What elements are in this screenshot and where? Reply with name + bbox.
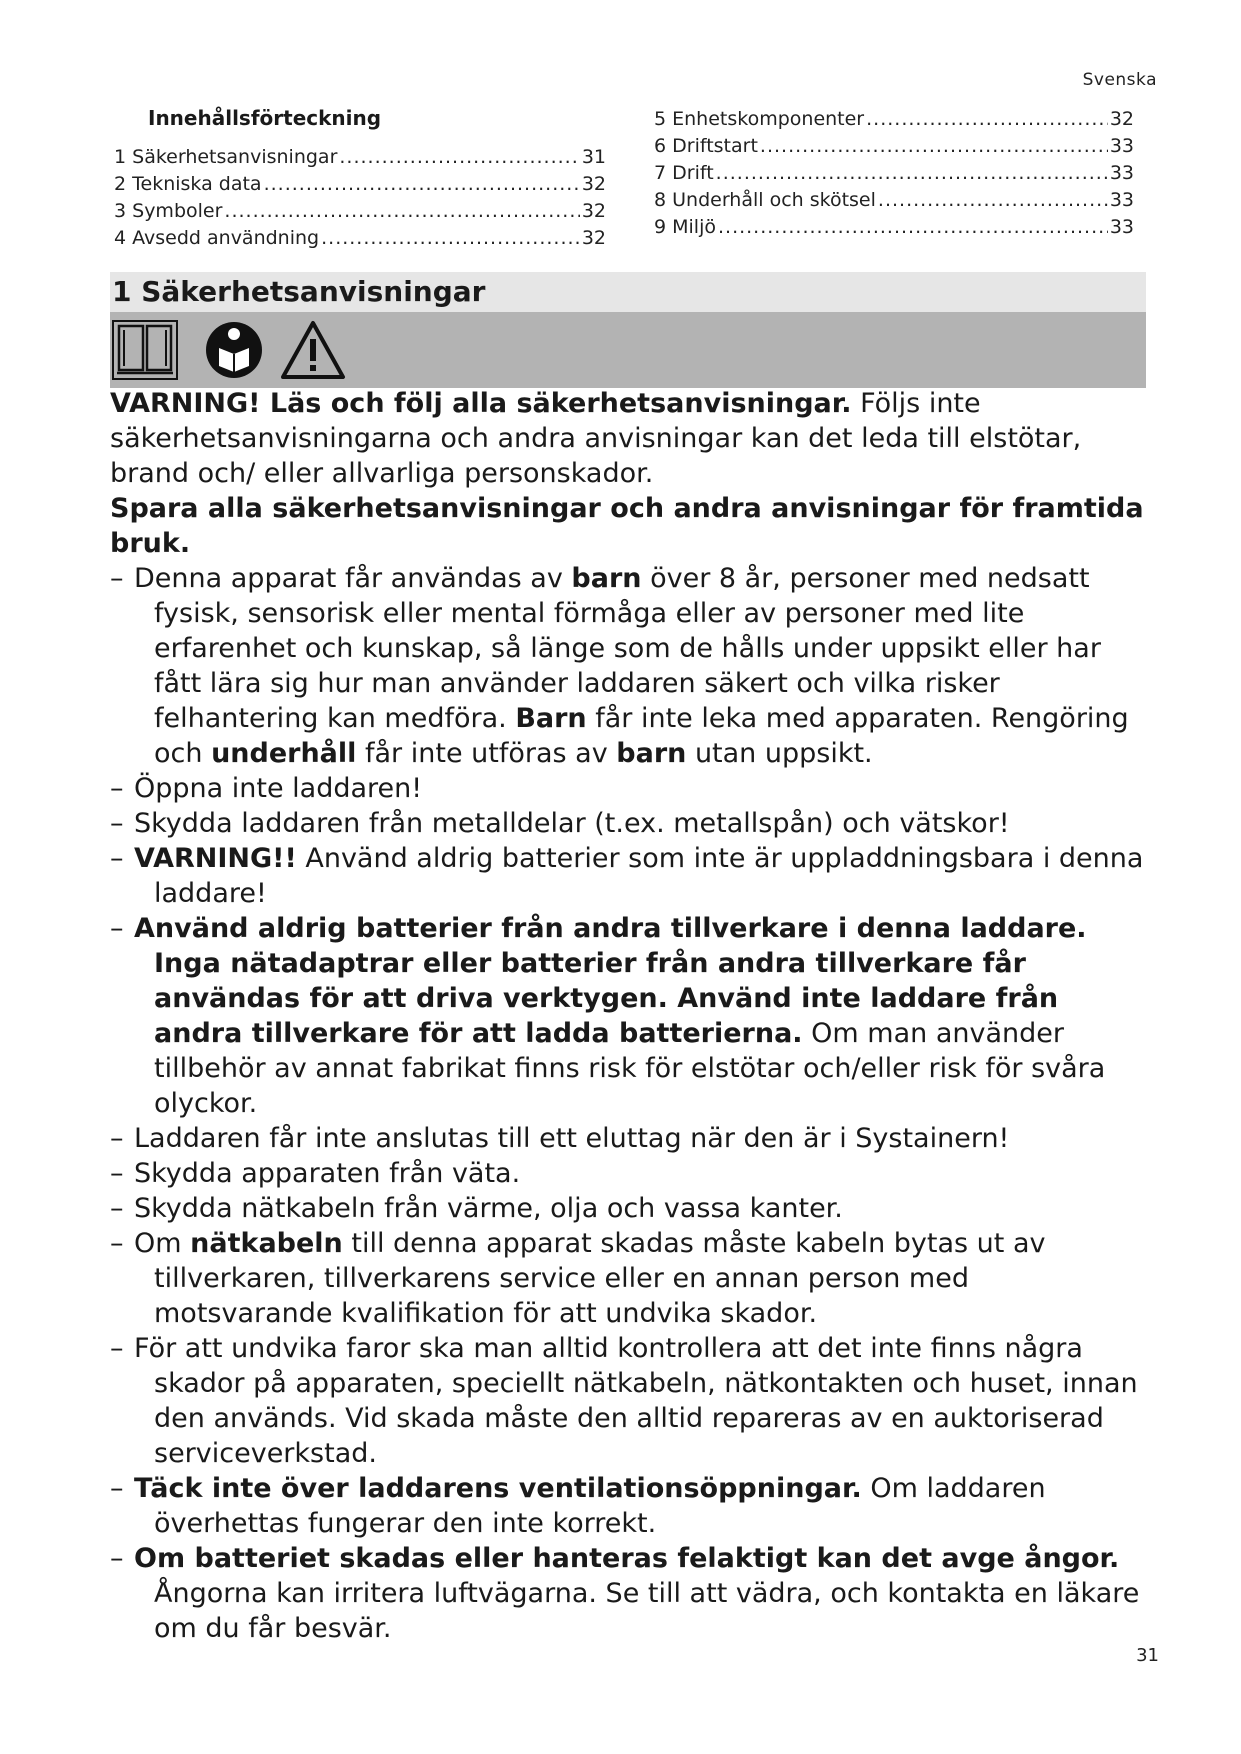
warning-triangle-icon	[280, 320, 346, 380]
warning-paragraph: VARNING! Läs och följ alla säkerhetsanvisningar. Följs inte säkerhetsanvisningarna och andra anvisningar kan det leda till elstötar, brand och/ eller allvarliga personskador.	[110, 388, 1082, 489]
list-item: – För att undvika faror ska man alltid kontrollera att det inte finns några skador på apparaten, speciellt nätkabeln, nätkontakten och huset, innan den används. Vid skada måste den alltid repareras av en auktoriserad serviceverkstad.	[110, 1333, 1138, 1469]
list-item: – Denna apparat får användas av barn över 8 år, personer med nedsatt fysisk, sensorisk eller mental förmåga eller av personer med lite erfarenhet och kunskap, så länge som de hålls under uppsikt eller har fått lära sig hur man använder laddaren säkert och vilka risker felhantering kan medföra. Barn får inte leka med apparaten. Rengöring och underhåll får inte utföras av barn utan uppsikt.	[110, 563, 1129, 769]
list-item: – VARNING!! Använd aldrig batterier som inte är uppladdningsbara i denna laddare!	[110, 843, 1144, 909]
toc-entry[interactable]: 8 Underhåll och skötsel ..... 33	[654, 187, 1134, 214]
save-note: Spara alla säkerhetsanvisningar och andra anvisningar för framtida bruk.	[110, 493, 1144, 559]
list-item: – Laddaren får inte anslutas till ett eluttag när den är i Systainern!	[110, 1123, 1010, 1154]
section-title: 1 Säkerhetsanvisningar	[110, 272, 1146, 312]
list-item: – Täck inte över laddarens ventilationsöppningar. Om laddaren överhettas fungerar den inte korrekt.	[110, 1473, 1046, 1539]
manual-book-icon	[112, 320, 178, 380]
toc-entry[interactable]: 2 Tekniska data ..... 32	[114, 171, 606, 198]
list-item: – Använd aldrig batterier från andra tillverkare i denna laddare. Inga nätadaptrar eller batterier från andra tillverkare får användas för att driva verktygen. Använd inte laddare från andra tillverkare för att ladda batterierna. Om man använder tillbehör av annat fabrikat finns risk för elstötar och/eller risk för svåra olyckor.	[110, 913, 1106, 1119]
language-label: Svenska	[1082, 70, 1157, 90]
toc-entry[interactable]: 4 Avsedd användning ..... 32	[114, 225, 606, 252]
read-instructions-icon	[204, 320, 264, 380]
list-item: – Skydda nätkabeln från värme, olja och vassa kanter.	[110, 1193, 843, 1224]
list-item: – Om batteriet skadas eller hanteras felaktigt kan det avge ångor. Ångorna kan irritera luftvägarna. Se till att vädra, och kontakta en läkare om du får besvär.	[110, 1543, 1140, 1644]
toc-entry[interactable]: 7 Drift ..... 33	[654, 160, 1134, 187]
toc-title: Innehållsförteckning	[148, 106, 382, 130]
toc-left-column	[114, 144, 606, 252]
toc-entry[interactable]: 1 Säkerhetsanvisningar ..... 31	[114, 144, 606, 171]
page-number: 31	[1136, 1645, 1159, 1666]
safety-instructions	[110, 386, 1150, 1646]
toc-entry[interactable]: 9 Miljö ..... 33	[654, 214, 1134, 241]
toc-entry[interactable]: 3 Symboler ..... 32	[114, 198, 606, 225]
list-item: – Öppna inte laddaren!	[110, 773, 423, 804]
toc-right-column	[654, 106, 1134, 241]
list-item: – Om nätkabeln till denna apparat skadas måste kabeln bytas ut av tillverkaren, tillverkarens service eller en annan person med motsvarande kvalifikation för att undvika skador.	[110, 1228, 1046, 1329]
toc-entry[interactable]: 6 Driftstart ..... 33	[654, 133, 1134, 160]
list-item: – Skydda laddaren från metalldelar (t.ex. metallspån) och vätskor!	[110, 808, 1010, 839]
toc-entry[interactable]: 5 Enhetskomponenter ..... 32	[654, 106, 1134, 133]
safety-icon-band	[110, 312, 1146, 388]
list-item: – Skydda apparaten från väta.	[110, 1158, 521, 1189]
